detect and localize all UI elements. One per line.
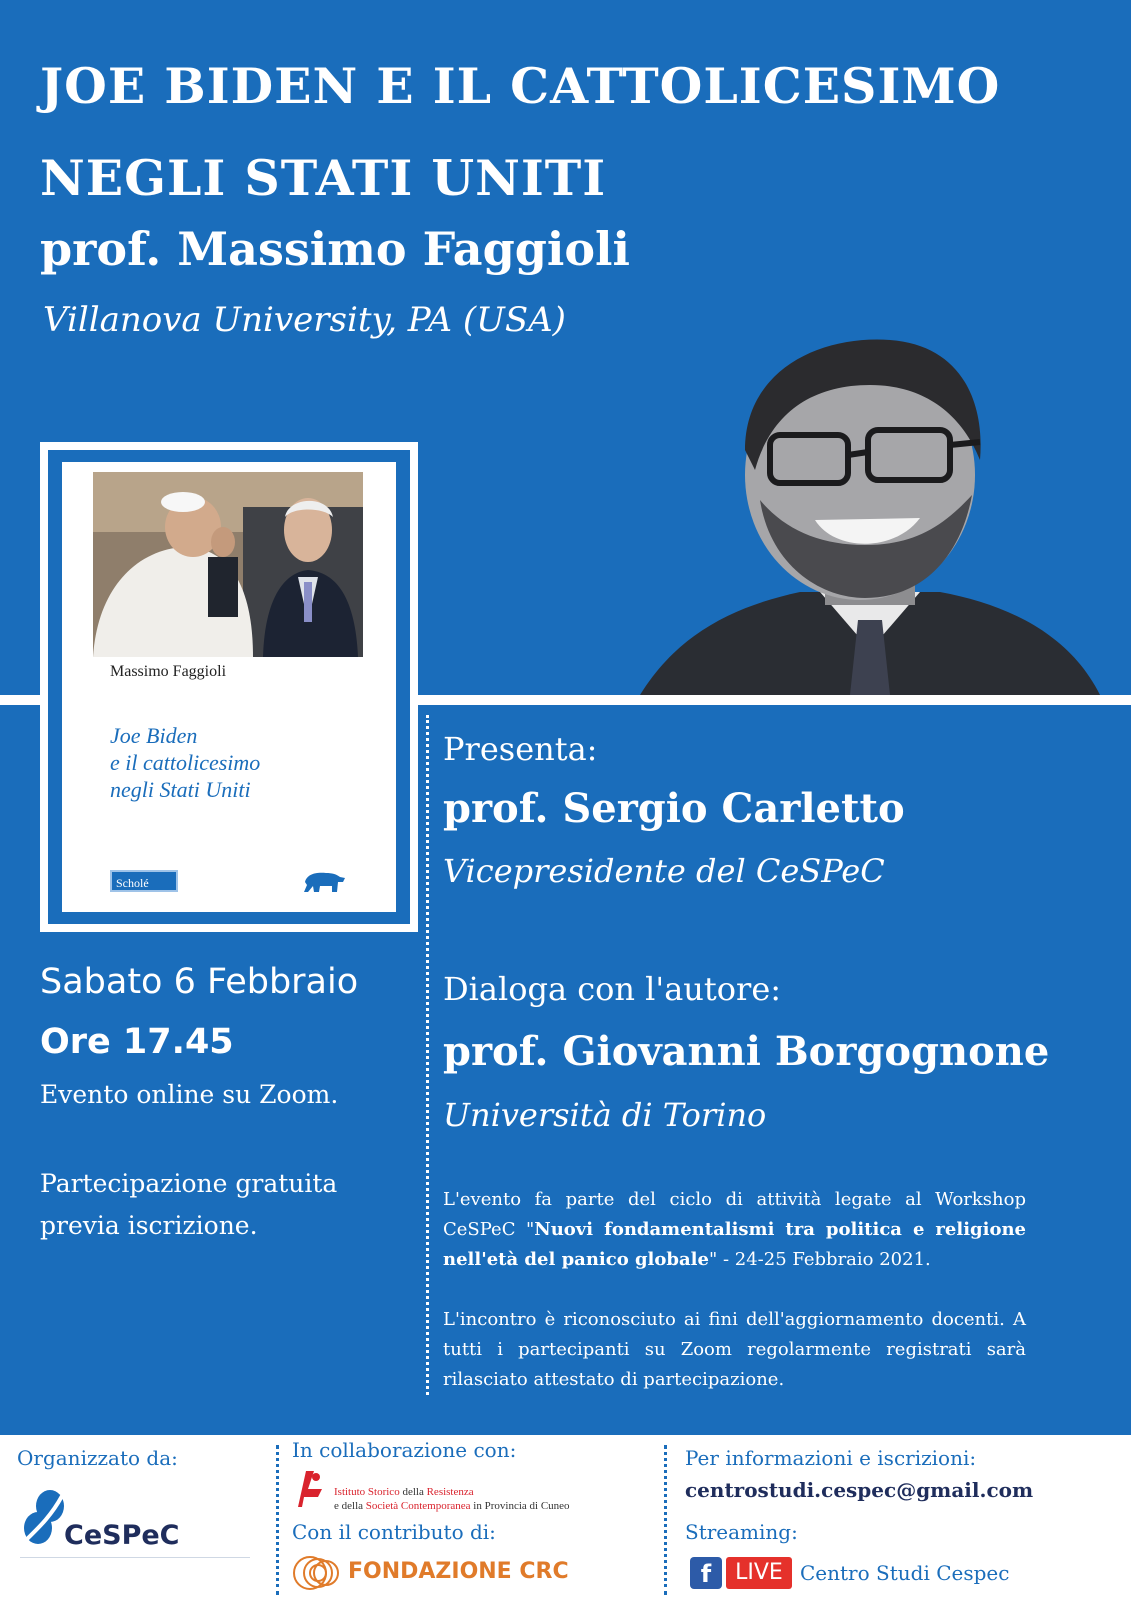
event-date: Sabato 6 Febbraio: [40, 962, 359, 1002]
fondazione-crc-name: FONDAZIONE CRC: [348, 1559, 569, 1584]
book-cover-photo: [93, 472, 363, 657]
isr-part-2: della: [399, 1486, 427, 1498]
workshop-note: [443, 1185, 1026, 1275]
collaboration-label: In collaborazione con:: [292, 1438, 517, 1462]
fondazione-crc-logo-icon: [290, 1553, 346, 1593]
book-title-line-1: Joe Biden: [110, 723, 198, 748]
contribution-label: Con il contributo di:: [292, 1520, 496, 1544]
isr-part-5: Società Contemporanea: [365, 1500, 471, 1512]
footer-divider-2: [664, 1445, 667, 1595]
streaming-channel-name[interactable]: Centro Studi Cespec: [800, 1561, 1010, 1585]
isr-part-3: Resistenza: [426, 1486, 474, 1498]
event-time: Ore 17.45: [40, 1022, 234, 1062]
event-title-line-2: NEGLI STATI UNITI: [40, 149, 607, 207]
organized-label: Organizzato da:: [17, 1446, 178, 1470]
author-affiliation: Villanova University, PA (USA): [43, 300, 566, 340]
footer-divider-1: [276, 1445, 279, 1595]
discussant-role: Università di Torino: [443, 1096, 767, 1134]
istituto-storico-name: [334, 1485, 570, 1513]
book-title-line-3: negli Stati Uniti: [110, 777, 251, 802]
certification-note: L'incontro è riconosciuto ai fini dell'aggiornamento docenti. A tutti i partecipanti su Zoom regolarmente registrati sarà rilasciato attestato di partecipazione.: [443, 1309, 1026, 1390]
istituto-storico-logo-icon: [292, 1467, 328, 1509]
facebook-icon[interactable]: f: [690, 1557, 722, 1589]
presenter-label: Presenta:: [443, 730, 598, 768]
event-title: [40, 40, 1000, 224]
event-title-line-1: JOE BIDEN E IL CATTOLICESIMO: [40, 57, 1001, 115]
author-portrait: [620, 330, 1120, 695]
author-name: prof. Massimo Faggioli: [40, 222, 631, 276]
book-author: Massimo Faggioli: [110, 663, 227, 680]
book-publisher: Scholé: [110, 870, 178, 892]
event-venue: Evento online su Zoom.: [40, 1080, 339, 1109]
discussant-name: prof. Giovanni Borgognone: [443, 1028, 1050, 1075]
contact-email[interactable]: centrostudi.cespec@gmail.com: [685, 1478, 1034, 1502]
book-title: [110, 722, 260, 803]
cespec-logo-icon: [22, 1488, 66, 1546]
vertical-dotted-divider: [426, 715, 429, 1395]
isr-part-4: e della: [334, 1500, 366, 1512]
presenter-role: Vicepresidente del CeSPeC: [443, 852, 885, 890]
book-title-line-2: e il cattolicesimo: [110, 750, 261, 775]
isr-part-1: Istituto Storico: [334, 1486, 400, 1498]
isr-part-6: in Provincia di Cuneo: [470, 1500, 570, 1512]
info-label: Per informazioni e iscrizioni:: [685, 1446, 977, 1470]
bear-logo-icon: [302, 868, 346, 894]
workshop-intro: L'evento fa parte del ciclo di attività legate al Workshop CeSPeC ": [443, 1189, 1026, 1240]
discussant-label: Dialoga con l'autore:: [443, 970, 782, 1008]
live-badge[interactable]: LIVE: [726, 1557, 792, 1589]
workshop-dates: " - 24-25 Febbraio 2021.: [708, 1249, 931, 1270]
workshop-title: Nuovi fondamentalismi tra politica e religione nell'età del panico globale: [443, 1219, 1026, 1270]
organizer-underline: [20, 1557, 250, 1558]
event-registration: Partecipazione gratuita previa iscrizione.: [40, 1169, 338, 1240]
streaming-label: Streaming:: [685, 1520, 798, 1544]
organizer-name: CeSPeC: [64, 1520, 180, 1551]
presenter-name: prof. Sergio Carletto: [443, 785, 905, 832]
